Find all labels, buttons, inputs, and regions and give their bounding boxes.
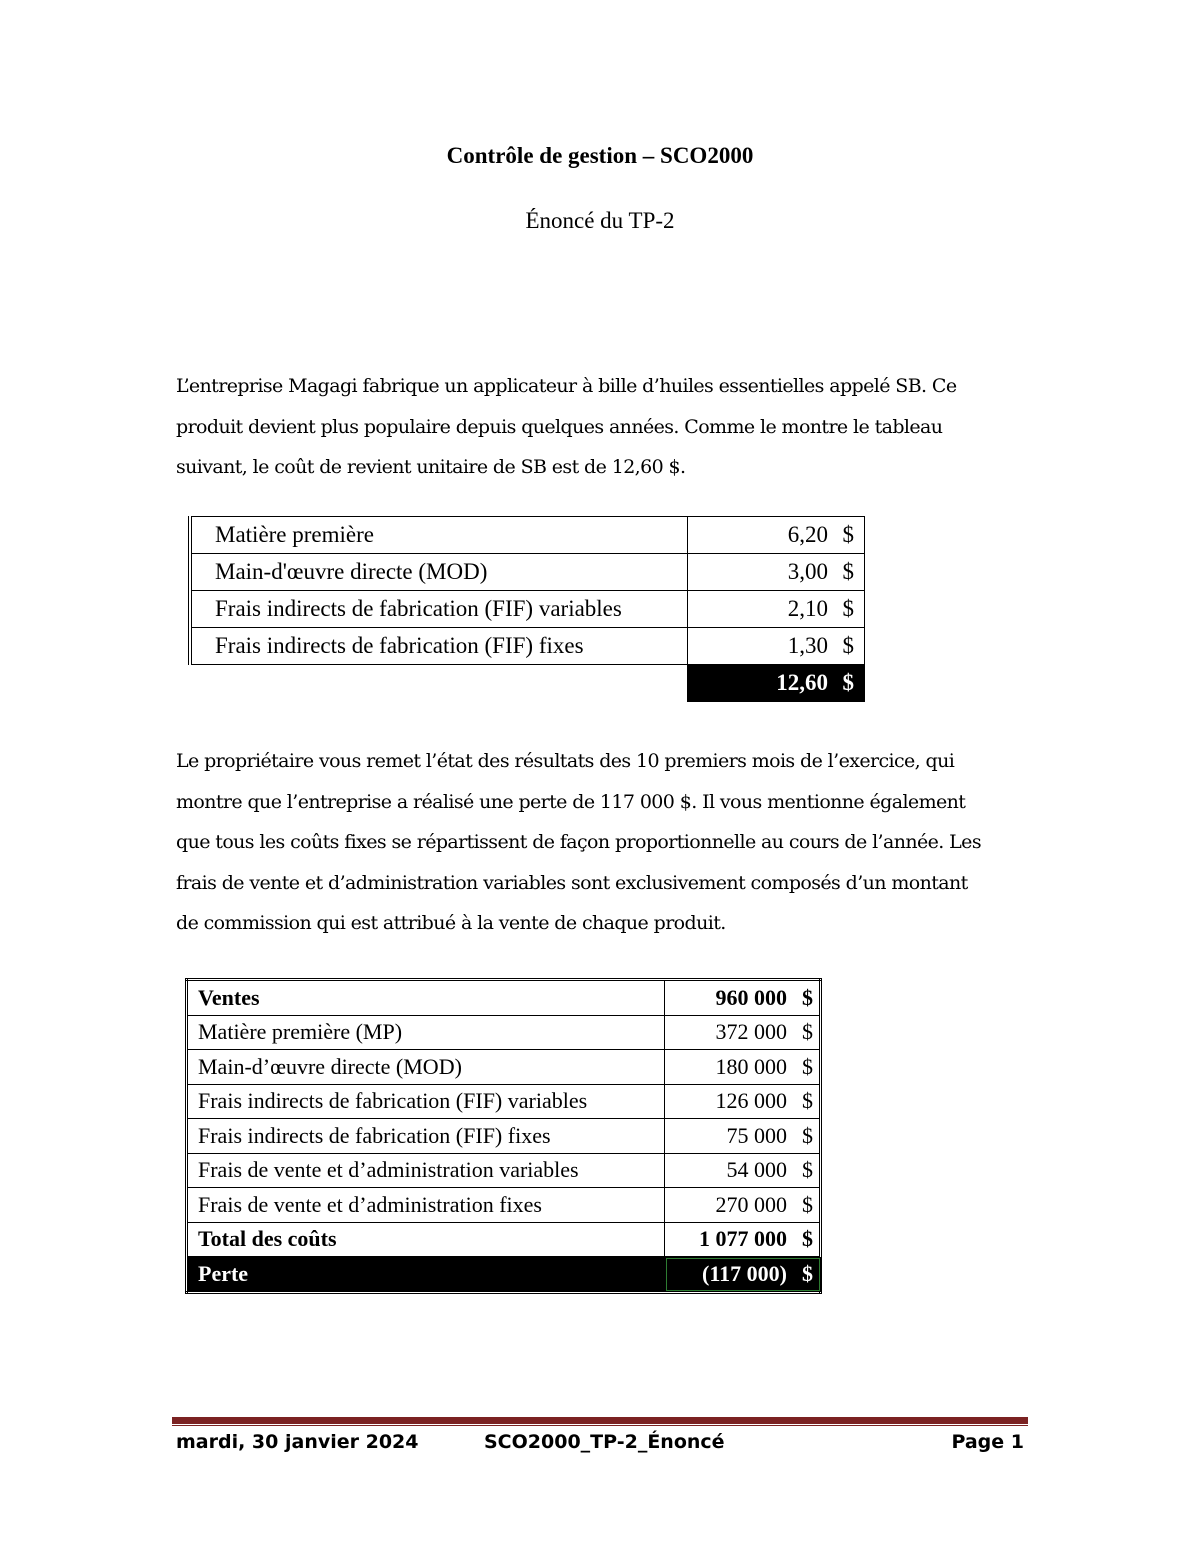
row-label: Total des coûts [187, 1222, 665, 1257]
table-row [187, 1119, 821, 1154]
amount-value: (117 000) [702, 1260, 787, 1286]
table-row [187, 1050, 821, 1085]
row-amount [665, 980, 821, 1016]
currency-symbol: $ [842, 670, 854, 695]
amount-value: 1 077 000 [699, 1226, 787, 1252]
amount-value: 75 000 [726, 1122, 787, 1148]
footer-date: mardi, 30 janvier 2024 [176, 1431, 419, 1453]
currency-symbol: $ [802, 1122, 813, 1148]
cost-amount [688, 628, 865, 665]
table-row [187, 1188, 821, 1223]
row-label: Ventes [187, 980, 665, 1016]
body-paragraph [176, 741, 1036, 944]
table-row [190, 517, 865, 554]
body-line: montre que l’entreprise a réalisé une perte de 117 000 $. Il vous mentionne également [176, 790, 966, 813]
document-subtitle: Énoncé du TP-2 [525, 208, 675, 233]
currency-symbol: $ [842, 633, 854, 658]
table-row [187, 1084, 821, 1119]
amount-value: 372 000 [715, 1019, 787, 1045]
currency-symbol: $ [802, 1019, 813, 1045]
currency-symbol: $ [802, 984, 813, 1010]
table-total-row [190, 665, 865, 702]
footer-rule-thin [172, 1425, 1028, 1426]
row-label: Frais de vente et d’administration variables [187, 1153, 665, 1188]
unit-cost-table [188, 516, 865, 702]
footer-rule [172, 1417, 1028, 1424]
table-row [187, 980, 821, 1016]
cost-amount [688, 517, 865, 554]
intro-line: suivant, le coût de revient unitaire de SB est de 12,60 $. [176, 456, 686, 478]
amount-value: 960 000 [715, 984, 787, 1010]
table-row [190, 554, 865, 591]
cost-amount [688, 591, 865, 628]
loss-row [187, 1257, 821, 1293]
row-label: Frais indirects de fabrication (FIF) variables [187, 1084, 665, 1119]
footer-page-number: Page 1 [951, 1431, 1024, 1453]
intro-paragraph [176, 366, 1036, 488]
row-amount [665, 1153, 821, 1188]
currency-symbol: $ [802, 1088, 813, 1114]
cost-label: Frais indirects de fabrication (FIF) variables [190, 591, 688, 628]
body-line: que tous les coûts fixes se répartissent de façon proportionnelle au cours de l’année. Les [176, 831, 981, 853]
row-label: Frais de vente et d’administration fixes [187, 1188, 665, 1223]
row-amount [665, 1084, 821, 1119]
table-row [187, 1015, 821, 1050]
unit-cost-total [688, 665, 865, 702]
currency-symbol: $ [802, 1226, 813, 1252]
row-label: Main-d’œuvre directe (MOD) [187, 1050, 665, 1085]
currency-symbol: $ [802, 1157, 813, 1183]
row-label: Frais indirects de fabrication (FIF) fixes [187, 1119, 665, 1154]
total-value: 12,60 [776, 670, 828, 695]
currency-symbol: $ [802, 1260, 813, 1286]
document-title: Contrôle de gestion – SCO2000 [446, 143, 754, 168]
row-label: Matière première (MP) [187, 1015, 665, 1050]
currency-symbol: $ [802, 1053, 813, 1079]
cost-value: 6,20 [787, 522, 828, 547]
empty-cell [190, 665, 688, 702]
currency-symbol: $ [802, 1191, 813, 1217]
cost-amount [688, 554, 865, 591]
row-amount [665, 1015, 821, 1050]
cost-label: Matière première [190, 517, 688, 554]
loss-amount[interactable] [665, 1257, 821, 1293]
cost-value: 1,30 [787, 633, 828, 658]
row-amount [665, 1050, 821, 1085]
footer-doc-name: SCO2000_TP-2_Énoncé [484, 1431, 725, 1453]
cost-value: 3,00 [787, 559, 828, 584]
body-line: Le propriétaire vous remet l’état des résultats des 10 premiers mois de l’exercice, qui [176, 750, 955, 772]
intro-line: L’entreprise Magagi fabrique un applicateur à bille d’huiles essentielles appelé SB. Ce [176, 375, 957, 397]
intro-line: produit devient plus populaire depuis quelques années. Comme le montre le tableau [176, 415, 943, 438]
cost-value: 2,10 [787, 596, 828, 621]
row-amount [665, 1188, 821, 1223]
table-row [187, 1153, 821, 1188]
body-line: frais de vente et d’administration variables sont exclusivement composés d’un montant [176, 871, 968, 894]
table-row [190, 628, 865, 665]
income-statement-table [185, 978, 822, 1294]
currency-symbol: $ [842, 559, 854, 584]
cost-label: Frais indirects de fabrication (FIF) fixes [190, 628, 688, 665]
amount-value: 54 000 [726, 1157, 787, 1183]
cost-label: Main-d'œuvre directe (MOD) [190, 554, 688, 591]
table-row [190, 591, 865, 628]
currency-symbol: $ [842, 522, 854, 547]
amount-value: 180 000 [715, 1053, 787, 1079]
body-line: de commission qui est attribué à la vente de chaque produit. [176, 912, 726, 934]
row-amount [665, 1119, 821, 1154]
row-amount [665, 1222, 821, 1257]
loss-label: Perte [187, 1257, 665, 1293]
amount-value: 270 000 [715, 1191, 787, 1217]
currency-symbol: $ [842, 596, 854, 621]
amount-value: 126 000 [715, 1088, 787, 1114]
table-row [187, 1222, 821, 1257]
